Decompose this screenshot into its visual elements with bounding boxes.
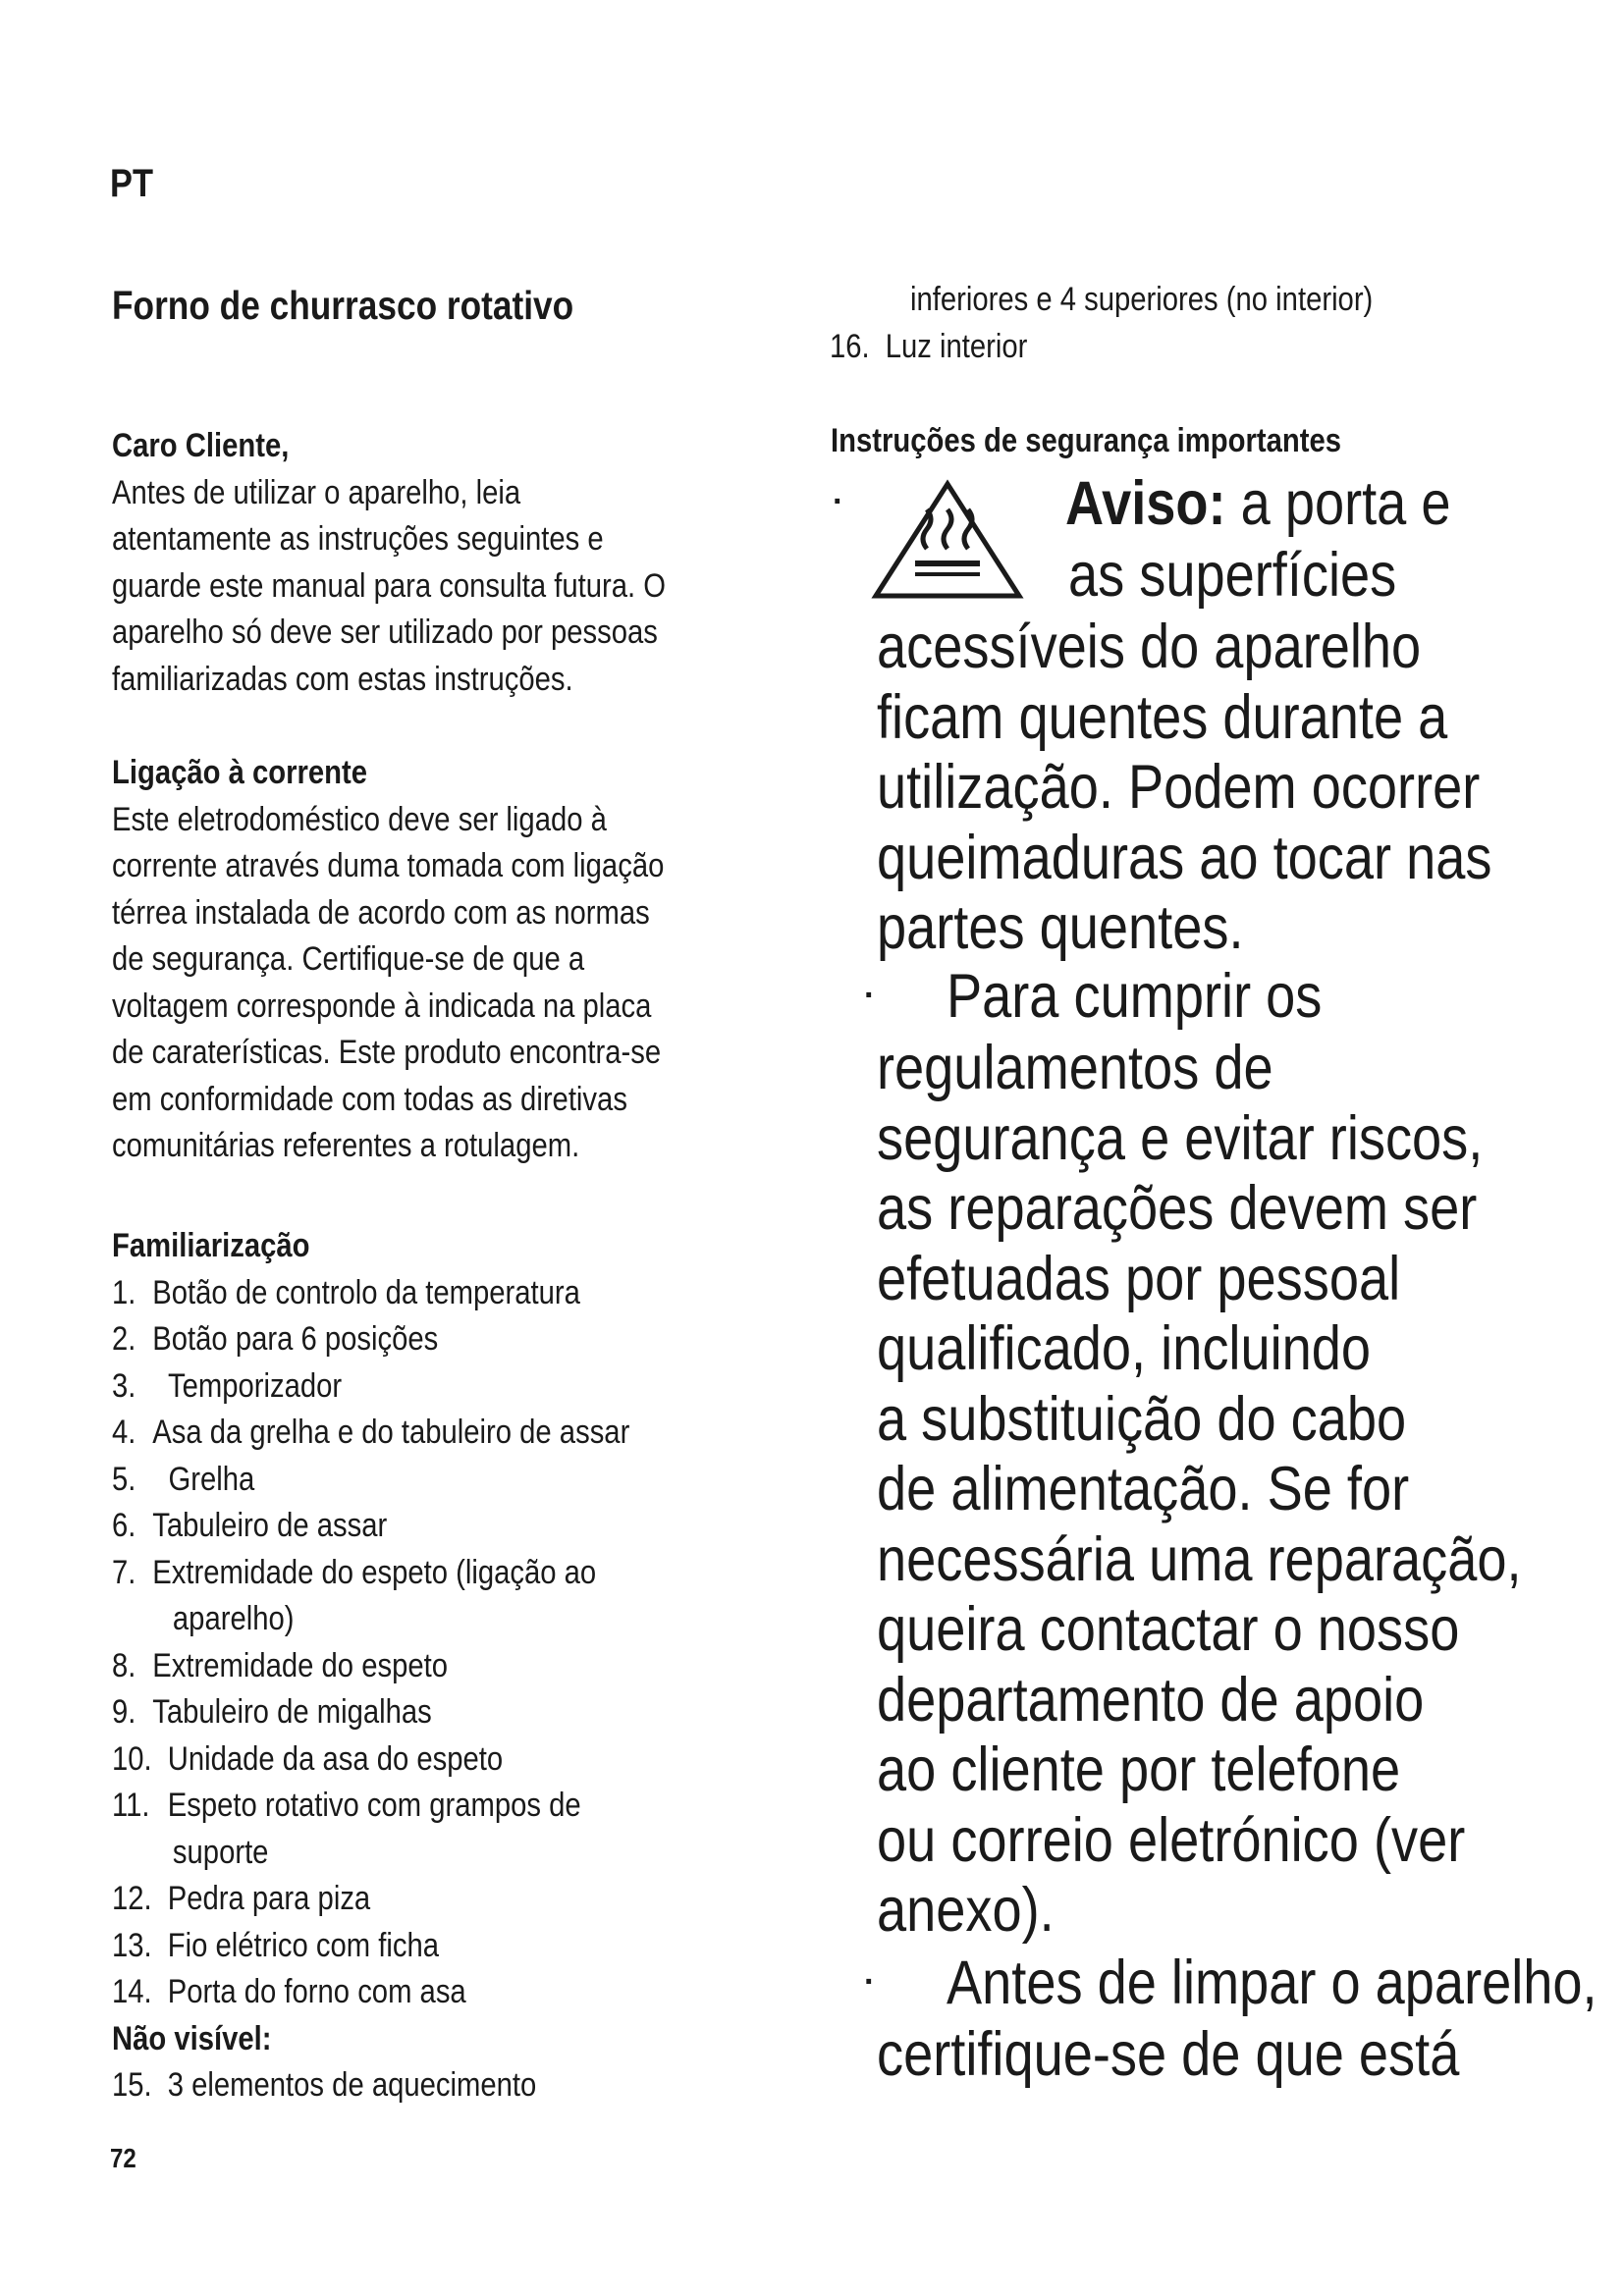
intro-section bbox=[112, 423, 756, 703]
warning-label: Aviso: bbox=[1065, 469, 1226, 538]
bullet-marker: · bbox=[833, 483, 844, 520]
list-item: 1. Botão de controlo da temperatura bbox=[112, 1273, 580, 1311]
intro-heading: Caro Cliente, bbox=[112, 427, 290, 464]
list-item: 10. Unidade da asa do espeto bbox=[112, 1739, 504, 1778]
list-item: 15. 3 elementos de aquecimento bbox=[112, 2066, 537, 2104]
warning-text: acessíveis do aparelho ficam quentes durante a utilização. Podem ocorrer queimaduras ao tocar nas partes quentes. bbox=[877, 613, 1492, 962]
list-item: 11. Espeto rotativo com grampos de bbox=[112, 1787, 581, 1824]
safety-heading: Instruções de segurança importantes bbox=[831, 422, 1341, 459]
safety-bullet: Para cumprir os bbox=[947, 962, 1323, 1031]
list-item: 12. Pedra para piza bbox=[112, 1880, 371, 1917]
list-item: 2. Botão para 6 posições bbox=[112, 1320, 439, 1358]
power-line: corrente através duma tomada com ligação bbox=[112, 847, 665, 884]
list-item: 14. Porta do forno com asa bbox=[112, 1973, 466, 2010]
familiarization-section bbox=[112, 1223, 714, 2109]
list-item: 13. Fio elétrico com ficha bbox=[112, 1926, 440, 1964]
intro-line: atentamente as instruções seguintes e bbox=[112, 520, 604, 558]
bullet-marker: · bbox=[864, 1963, 876, 2001]
power-line: Este eletrodoméstico deve ser ligado à bbox=[112, 800, 607, 838]
intro-line: familiarizadas com estas instruções. bbox=[112, 660, 573, 698]
intro-line: Antes de utilizar o aparelho, leia bbox=[112, 473, 521, 511]
warning-line: Aviso: a porta e bbox=[1065, 469, 1451, 538]
safety-bullet-text: regulamentos de segurança e evitar riscos, as reparações devem ser efetuadas por pessoal qualificado, incluindo a substituição do cabo de alimentação. Se for necessária uma reparação, queira contactar o nosso departamento de apoio ao cliente por telefone ou correio eletrónico (ver anexo). bbox=[877, 1034, 1522, 1945]
list-item: 6. Tabuleiro de assar bbox=[112, 1507, 388, 1544]
familiarization-heading: Familiarização bbox=[112, 1227, 310, 1264]
power-section bbox=[112, 750, 754, 1170]
hot-surface-warning-icon bbox=[870, 478, 1025, 602]
page-title: Forno de churrasco rotativo bbox=[112, 283, 574, 328]
list-item: 9. Tabuleiro de migalhas bbox=[112, 1693, 432, 1731]
page-number: 72 bbox=[110, 2143, 136, 2173]
power-line: térrea instalada de acordo com as normas bbox=[112, 893, 650, 932]
power-line: de segurança. Certifique-se de que a bbox=[112, 940, 585, 978]
list-item: 8. Extremidade do espeto bbox=[112, 1646, 448, 1684]
safety-bullet-text: certifique-se de que está bbox=[877, 2020, 1460, 2089]
list-item-continuation: aparelho) bbox=[172, 1600, 295, 1637]
list-item: 5. Grelha bbox=[112, 1460, 255, 1498]
list-item: 4. Asa da grelha e do tabuleiro de assar bbox=[112, 1414, 630, 1451]
intro-line: aparelho só deve ser utilizado por pessoas bbox=[112, 614, 658, 651]
list-item: 16. Luz interior bbox=[830, 328, 1028, 365]
power-line: comunitárias referentes a rotulagem. bbox=[112, 1127, 580, 1164]
list-item: 3. Temporizador bbox=[112, 1366, 343, 1405]
language-label: PT bbox=[110, 162, 153, 205]
list-item: 7. Extremidade do espeto (ligação ao bbox=[112, 1553, 597, 1591]
power-line: em conformidade com todas as diretivas bbox=[112, 1080, 627, 1118]
intro-line: guarde este manual para consulta futura. O bbox=[112, 566, 667, 605]
safety-bullet: Antes de limpar o aparelho, bbox=[947, 1949, 1597, 2017]
list-item-continuation: inferiores e 4 superiores (no interior) bbox=[910, 281, 1374, 318]
warning-line: as superfícies bbox=[1068, 541, 1397, 610]
list-item-continuation: suporte bbox=[172, 1833, 269, 1871]
not-visible-heading: Não visível: bbox=[112, 2019, 272, 2057]
power-line: de caraterísticas. Este produto encontra-se bbox=[112, 1034, 662, 1071]
power-line: voltagem corresponde à indicada na placa bbox=[112, 987, 652, 1025]
bullet-marker: · bbox=[864, 977, 876, 1014]
power-heading: Ligação à corrente bbox=[112, 754, 368, 791]
